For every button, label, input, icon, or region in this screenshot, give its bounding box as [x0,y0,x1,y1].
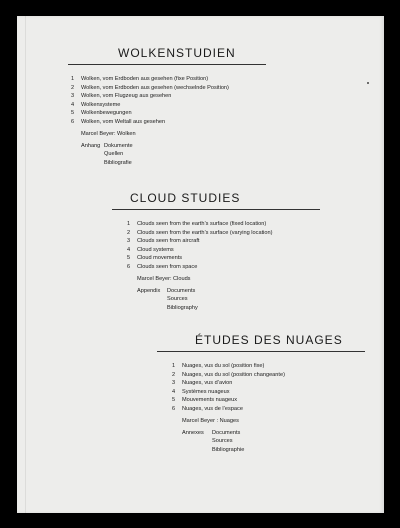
appendix [182,429,365,455]
item-number: 3 [127,238,131,245]
item-number: 6 [127,263,131,270]
list-item [71,101,266,110]
section-title: WOLKENSTUDIEN [118,46,236,60]
item-number: 2 [172,371,176,378]
list-item [127,229,320,238]
section-title: CLOUD STUDIES [130,191,241,205]
item-text: Wolken, vom Flugzeug aus gesehen [81,93,172,100]
item-number: 3 [172,380,176,387]
list-item [127,254,320,263]
appendix-list [212,429,244,455]
item-text: Nuages, vus du sol (position fixe) [182,363,265,369]
appendix-label: Anhang [81,142,101,149]
section-german [68,46,266,167]
appendix-item: Documents [167,287,196,294]
item-text: Nuages, vus d’avion [182,380,233,387]
appendix-item: Bibliography [167,304,198,311]
item-text: Clouds seen from aircraft [137,238,200,245]
item-text: Clouds seen from the earth’s surface (varying location) [137,229,273,236]
list-item [127,220,320,229]
section-french [157,333,365,454]
item-text: Systèmes nuageux [182,388,230,395]
item-number: 4 [127,246,131,253]
item-number: 4 [71,101,75,108]
list-item [172,371,365,380]
item-text: Cloud systems [137,246,174,253]
appendix-list [104,142,133,168]
list-item [71,92,266,101]
list-item [172,388,365,397]
item-number: 5 [71,110,75,117]
list-item [172,379,365,388]
item-text: Clouds seen from space [137,263,198,270]
item-number: 4 [172,388,176,395]
item-text: Cloud movements [137,255,183,262]
item-number: 5 [127,255,131,262]
appendix-label: Appendix [137,287,161,294]
item-number: 1 [71,76,75,82]
spine-crease [25,16,26,513]
appendix-item: Quellen [104,151,124,158]
author-line: Marcel Beyer : Nuages [182,417,239,424]
list-item [71,109,266,118]
item-text: Nuages, vus du sol (position changeante) [182,371,285,378]
list-item [127,263,320,272]
appendix-item: Sources [212,438,233,445]
appendix-item: Dokumente [104,142,133,149]
item-number: 2 [127,229,131,236]
author-line: Marcel Beyer: Clouds [137,275,191,282]
author-line: Marcel Beyer: Wolken [81,130,136,137]
item-text: Wolkenbewegungen [81,110,132,117]
list-item [127,237,320,246]
list-item [71,118,266,127]
item-text: Nuages, vus de l’espace [182,405,243,412]
contents-list [71,75,266,127]
appendix-item: Documents [212,429,241,436]
appendix-item: Bibliografie [104,159,132,166]
cover-speck [367,82,369,84]
contents-list [127,220,320,272]
item-number: 1 [172,363,176,369]
appendix-item: Sources [167,296,188,303]
book-cover [17,16,384,513]
appendix [137,287,320,313]
list-item [71,84,266,93]
appendix-label: Annexes [182,429,204,436]
item-number: 1 [127,221,131,227]
item-number: 2 [71,84,75,91]
section-title: ÉTUDES DES NUAGES [195,333,343,347]
list-item [172,396,365,405]
appendix-list [167,287,198,313]
title-rule [68,64,266,65]
item-text: Clouds seen from the earth’s surface (fixed location) [137,221,267,227]
appendix-item: Bibliographie [212,446,245,453]
appendix [81,142,266,168]
item-number: 6 [71,118,75,125]
item-text: Wolken, vom Weltall aus gesehen [81,118,166,125]
item-text: Mouvements nuageux [182,397,238,404]
list-item [71,75,266,84]
item-text: Wolkensysteme [81,101,121,108]
item-number: 6 [172,405,176,412]
list-item [172,362,365,371]
list-item [172,405,365,414]
section-english [112,191,320,312]
contents-list [172,362,365,414]
item-text: Wolken, vom Erdboden aus gesehen (fixe Position) [81,76,209,82]
item-text: Wolken, vom Erdboden aus gesehen (wechselnde Position) [81,84,229,91]
item-number: 5 [172,397,176,404]
item-number: 3 [71,93,75,100]
list-item [127,246,320,255]
title-rule [112,209,320,210]
title-rule [157,351,365,352]
